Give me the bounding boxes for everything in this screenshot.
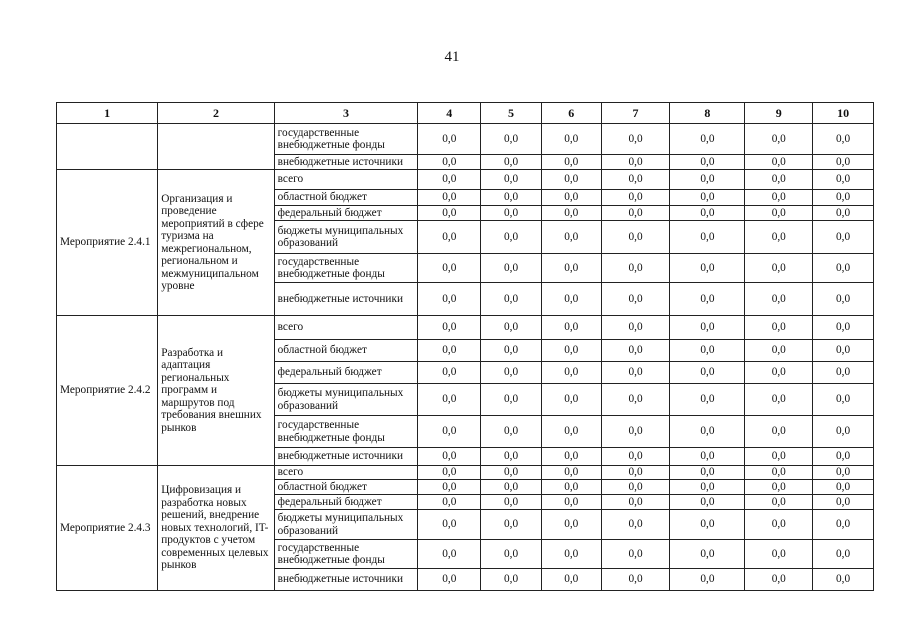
funding-source-cell: всего (274, 466, 418, 480)
value-cell-col-8: 0,0 (670, 466, 745, 480)
value-cell-col-6: 0,0 (541, 155, 601, 170)
value-cell-col-9: 0,0 (745, 124, 813, 155)
value-cell-col-10: 0,0 (813, 170, 874, 190)
value-cell-col-7: 0,0 (601, 466, 670, 480)
value-cell-col-10: 0,0 (813, 569, 874, 591)
value-cell-col-4: 0,0 (418, 362, 481, 384)
value-cell-col-5: 0,0 (481, 466, 542, 480)
value-cell-col-4: 0,0 (418, 254, 481, 283)
value-cell-col-5: 0,0 (481, 170, 542, 190)
column-header-9: 9 (745, 103, 813, 124)
value-cell-col-7: 0,0 (601, 283, 670, 316)
value-cell-col-7: 0,0 (601, 221, 670, 254)
value-cell-col-8: 0,0 (670, 221, 745, 254)
funding-source-cell: областной бюджет (274, 190, 418, 206)
funding-source-cell: всего (274, 316, 418, 340)
value-cell-col-8: 0,0 (670, 510, 745, 540)
value-cell-col-8: 0,0 (670, 340, 745, 362)
value-cell-col-4: 0,0 (418, 170, 481, 190)
value-cell-col-9: 0,0 (745, 190, 813, 206)
value-cell-col-10: 0,0 (813, 340, 874, 362)
value-cell-col-5: 0,0 (481, 510, 542, 540)
value-cell-col-10: 0,0 (813, 362, 874, 384)
table-row (57, 466, 874, 480)
description-cell (158, 124, 274, 170)
funding-source-cell: государственные внебюджетные фонды (274, 124, 418, 155)
value-cell-col-9: 0,0 (745, 569, 813, 591)
value-cell-col-4: 0,0 (418, 495, 481, 510)
column-header-5: 5 (481, 103, 542, 124)
value-cell-col-8: 0,0 (670, 190, 745, 206)
column-header-6: 6 (541, 103, 601, 124)
value-cell-col-4: 0,0 (418, 569, 481, 591)
value-cell-col-7: 0,0 (601, 448, 670, 466)
value-cell-col-6: 0,0 (541, 283, 601, 316)
value-cell-col-10: 0,0 (813, 206, 874, 221)
value-cell-col-7: 0,0 (601, 316, 670, 340)
column-header-10: 10 (813, 103, 874, 124)
value-cell-col-10: 0,0 (813, 384, 874, 416)
value-cell-col-4: 0,0 (418, 448, 481, 466)
value-cell-col-6: 0,0 (541, 362, 601, 384)
table-header-row (57, 103, 874, 124)
value-cell-col-10: 0,0 (813, 416, 874, 448)
value-cell-col-6: 0,0 (541, 254, 601, 283)
value-cell-col-5: 0,0 (481, 316, 542, 340)
funding-source-cell: внебюджетные источники (274, 448, 418, 466)
description-cell: Организация и проведение мероприятий в сфере туризма на межрегиональном, региональном и межмуниципальном уровне (158, 170, 274, 316)
value-cell-col-5: 0,0 (481, 569, 542, 591)
value-cell-col-8: 0,0 (670, 416, 745, 448)
value-cell-col-8: 0,0 (670, 495, 745, 510)
funding-table (56, 102, 874, 591)
value-cell-col-7: 0,0 (601, 480, 670, 495)
value-cell-col-10: 0,0 (813, 466, 874, 480)
funding-source-cell: государственные внебюджетные фонды (274, 540, 418, 569)
value-cell-col-5: 0,0 (481, 340, 542, 362)
funding-source-cell: государственные внебюджетные фонды (274, 254, 418, 283)
value-cell-col-6: 0,0 (541, 190, 601, 206)
funding-source-cell: областной бюджет (274, 340, 418, 362)
value-cell-col-10: 0,0 (813, 510, 874, 540)
event-cell: Мероприятие 2.4.2 (57, 316, 158, 466)
value-cell-col-5: 0,0 (481, 448, 542, 466)
value-cell-col-10: 0,0 (813, 155, 874, 170)
value-cell-col-9: 0,0 (745, 221, 813, 254)
value-cell-col-6: 0,0 (541, 569, 601, 591)
value-cell-col-9: 0,0 (745, 155, 813, 170)
value-cell-col-10: 0,0 (813, 540, 874, 569)
value-cell-col-9: 0,0 (745, 448, 813, 466)
value-cell-col-8: 0,0 (670, 206, 745, 221)
value-cell-col-7: 0,0 (601, 190, 670, 206)
column-header-7: 7 (601, 103, 670, 124)
value-cell-col-6: 0,0 (541, 221, 601, 254)
value-cell-col-9: 0,0 (745, 416, 813, 448)
funding-source-cell: внебюджетные источники (274, 283, 418, 316)
table-row (57, 170, 874, 190)
value-cell-col-7: 0,0 (601, 569, 670, 591)
value-cell-col-8: 0,0 (670, 283, 745, 316)
value-cell-col-10: 0,0 (813, 190, 874, 206)
value-cell-col-4: 0,0 (418, 190, 481, 206)
value-cell-col-4: 0,0 (418, 124, 481, 155)
value-cell-col-6: 0,0 (541, 316, 601, 340)
value-cell-col-8: 0,0 (670, 316, 745, 340)
value-cell-col-4: 0,0 (418, 466, 481, 480)
value-cell-col-7: 0,0 (601, 416, 670, 448)
event-cell (57, 124, 158, 170)
value-cell-col-4: 0,0 (418, 316, 481, 340)
value-cell-col-5: 0,0 (481, 540, 542, 569)
table-body (57, 124, 874, 591)
value-cell-col-9: 0,0 (745, 362, 813, 384)
column-header-3: 3 (274, 103, 418, 124)
value-cell-col-4: 0,0 (418, 416, 481, 448)
value-cell-col-6: 0,0 (541, 170, 601, 190)
value-cell-col-9: 0,0 (745, 316, 813, 340)
value-cell-col-6: 0,0 (541, 540, 601, 569)
value-cell-col-8: 0,0 (670, 384, 745, 416)
funding-source-cell: федеральный бюджет (274, 495, 418, 510)
table-row (57, 124, 874, 155)
value-cell-col-6: 0,0 (541, 510, 601, 540)
value-cell-col-5: 0,0 (481, 480, 542, 495)
funding-source-cell: внебюджетные источники (274, 155, 418, 170)
value-cell-col-9: 0,0 (745, 340, 813, 362)
value-cell-col-4: 0,0 (418, 155, 481, 170)
value-cell-col-6: 0,0 (541, 206, 601, 221)
value-cell-col-4: 0,0 (418, 510, 481, 540)
value-cell-col-9: 0,0 (745, 495, 813, 510)
value-cell-col-8: 0,0 (670, 448, 745, 466)
value-cell-col-10: 0,0 (813, 316, 874, 340)
value-cell-col-4: 0,0 (418, 206, 481, 221)
value-cell-col-6: 0,0 (541, 384, 601, 416)
value-cell-col-5: 0,0 (481, 124, 542, 155)
value-cell-col-8: 0,0 (670, 155, 745, 170)
value-cell-col-7: 0,0 (601, 170, 670, 190)
value-cell-col-6: 0,0 (541, 466, 601, 480)
value-cell-col-8: 0,0 (670, 540, 745, 569)
funding-source-cell: бюджеты муниципальных образований (274, 221, 418, 254)
column-header-4: 4 (418, 103, 481, 124)
value-cell-col-8: 0,0 (670, 569, 745, 591)
column-header-8: 8 (670, 103, 745, 124)
event-cell: Мероприятие 2.4.3 (57, 466, 158, 591)
value-cell-col-8: 0,0 (670, 124, 745, 155)
value-cell-col-8: 0,0 (670, 480, 745, 495)
value-cell-col-5: 0,0 (481, 221, 542, 254)
value-cell-col-5: 0,0 (481, 190, 542, 206)
value-cell-col-4: 0,0 (418, 221, 481, 254)
value-cell-col-5: 0,0 (481, 416, 542, 448)
funding-source-cell: государственные внебюджетные фонды (274, 416, 418, 448)
value-cell-col-4: 0,0 (418, 480, 481, 495)
value-cell-col-8: 0,0 (670, 254, 745, 283)
value-cell-col-10: 0,0 (813, 448, 874, 466)
value-cell-col-9: 0,0 (745, 540, 813, 569)
value-cell-col-7: 0,0 (601, 155, 670, 170)
value-cell-col-9: 0,0 (745, 254, 813, 283)
funding-source-cell: бюджеты муниципальных образований (274, 510, 418, 540)
value-cell-col-9: 0,0 (745, 283, 813, 316)
funding-source-cell: областной бюджет (274, 480, 418, 495)
value-cell-col-7: 0,0 (601, 340, 670, 362)
value-cell-col-6: 0,0 (541, 495, 601, 510)
table-row (57, 316, 874, 340)
value-cell-col-9: 0,0 (745, 384, 813, 416)
value-cell-col-10: 0,0 (813, 254, 874, 283)
funding-source-cell: федеральный бюджет (274, 362, 418, 384)
value-cell-col-5: 0,0 (481, 495, 542, 510)
value-cell-col-6: 0,0 (541, 340, 601, 362)
value-cell-col-9: 0,0 (745, 206, 813, 221)
value-cell-col-10: 0,0 (813, 480, 874, 495)
value-cell-col-5: 0,0 (481, 384, 542, 416)
page-number: 41 (444, 49, 460, 65)
value-cell-col-8: 0,0 (670, 362, 745, 384)
value-cell-col-7: 0,0 (601, 510, 670, 540)
value-cell-col-5: 0,0 (481, 283, 542, 316)
value-cell-col-6: 0,0 (541, 416, 601, 448)
value-cell-col-4: 0,0 (418, 384, 481, 416)
value-cell-col-6: 0,0 (541, 124, 601, 155)
value-cell-col-7: 0,0 (601, 495, 670, 510)
funding-source-cell: всего (274, 170, 418, 190)
value-cell-col-7: 0,0 (601, 124, 670, 155)
event-cell: Мероприятие 2.4.1 (57, 170, 158, 316)
value-cell-col-6: 0,0 (541, 448, 601, 466)
value-cell-col-4: 0,0 (418, 283, 481, 316)
value-cell-col-9: 0,0 (745, 510, 813, 540)
funding-source-cell: бюджеты муниципальных образований (274, 384, 418, 416)
funding-source-cell: федеральный бюджет (274, 206, 418, 221)
value-cell-col-7: 0,0 (601, 206, 670, 221)
description-cell: Разработка и адаптация региональных программ и маршрутов под требования внешних рынков (158, 316, 274, 466)
value-cell-col-7: 0,0 (601, 362, 670, 384)
value-cell-col-10: 0,0 (813, 495, 874, 510)
description-cell: Цифровизация и разработка новых решений, внедрение новых технологий, IT-продуктов с учетом современных целевых рынков (158, 466, 274, 591)
value-cell-col-5: 0,0 (481, 254, 542, 283)
column-header-1: 1 (57, 103, 158, 124)
funding-source-cell: внебюджетные источники (274, 569, 418, 591)
value-cell-col-10: 0,0 (813, 283, 874, 316)
value-cell-col-4: 0,0 (418, 340, 481, 362)
value-cell-col-5: 0,0 (481, 155, 542, 170)
value-cell-col-7: 0,0 (601, 540, 670, 569)
value-cell-col-8: 0,0 (670, 170, 745, 190)
value-cell-col-6: 0,0 (541, 480, 601, 495)
value-cell-col-9: 0,0 (745, 480, 813, 495)
value-cell-col-5: 0,0 (481, 362, 542, 384)
value-cell-col-10: 0,0 (813, 221, 874, 254)
value-cell-col-4: 0,0 (418, 540, 481, 569)
value-cell-col-9: 0,0 (745, 466, 813, 480)
column-header-2: 2 (158, 103, 274, 124)
value-cell-col-9: 0,0 (745, 170, 813, 190)
value-cell-col-7: 0,0 (601, 384, 670, 416)
value-cell-col-5: 0,0 (481, 206, 542, 221)
value-cell-col-10: 0,0 (813, 124, 874, 155)
value-cell-col-7: 0,0 (601, 254, 670, 283)
